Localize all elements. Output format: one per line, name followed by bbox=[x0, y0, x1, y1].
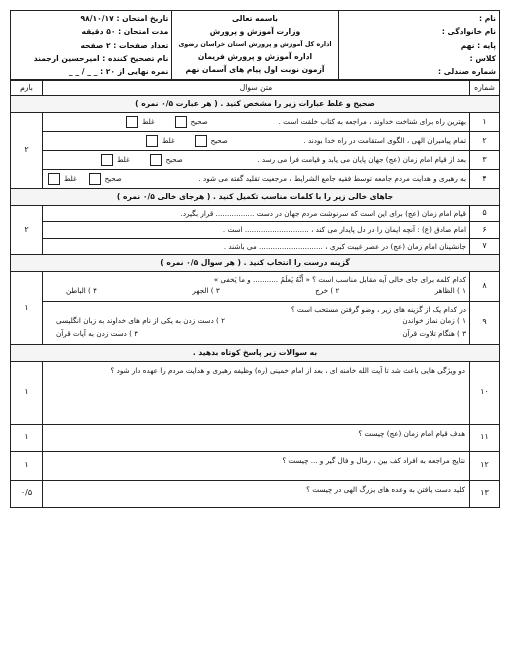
final-score: نمره نهایی از ۲۰ : _ _ / _ _ bbox=[68, 67, 169, 77]
question-row bbox=[11, 151, 500, 170]
bismillah: باسمه تعالی bbox=[231, 14, 279, 23]
section-multiple-choice-header bbox=[11, 255, 500, 272]
question-row bbox=[11, 132, 500, 151]
exam-meta bbox=[11, 11, 172, 80]
column-header-row bbox=[11, 81, 500, 96]
questions-table bbox=[10, 80, 500, 507]
question-text: جانشینان امام زمان (عج) در عصر غیبت کبری ، ............................ می باشند . bbox=[43, 238, 470, 254]
question-text: به رهبری و هدایت مردم جامعه توسط فقیه جامع الشرایط ، مرجعیت تقلید گفته می شود . bbox=[198, 174, 466, 184]
question-row bbox=[11, 480, 500, 507]
question-number: ۶ bbox=[470, 222, 500, 238]
question-row bbox=[11, 361, 500, 424]
question-number: ۱۲ bbox=[470, 451, 500, 480]
exam-header bbox=[10, 10, 500, 80]
true-label: صحیح bbox=[104, 174, 122, 183]
question-text: کلید دست یافتن به وعده های بزرگ الهی در چیست ؟ bbox=[43, 480, 470, 507]
question-number: ۱۱ bbox=[470, 424, 500, 451]
ministry-name: وزارت آموزش و پرورش bbox=[209, 27, 301, 37]
question-text: در کدام یک از گزینه های زیر ، وضو گرفتن مستحب است ؟ bbox=[290, 304, 466, 314]
question-row bbox=[11, 170, 500, 189]
true-checkbox[interactable] bbox=[175, 116, 187, 128]
question-row bbox=[11, 222, 500, 238]
question-number: ۱۳ bbox=[470, 480, 500, 507]
question-number: ۲ bbox=[470, 132, 500, 151]
choice-option[interactable]: ۲ ) خرج bbox=[315, 286, 340, 296]
question-score: ۱ bbox=[11, 424, 43, 451]
question-row bbox=[11, 271, 500, 301]
exam-date: تاریخ امتحان : ۹۸/۱۰/۱۷ bbox=[80, 14, 169, 23]
section-title: گزینه درست را انتخاب کنید . ( هر سوال ۰/۵ نمره ) bbox=[11, 255, 500, 272]
page-count: تعداد صفحات : ۲ صفحه bbox=[80, 40, 169, 50]
section-title: جاهای خالی زیر را با کلمات مناسب تکمیل کنید . ( هرجای خالی ۰/۵ نمره ) bbox=[11, 189, 500, 206]
choice-option[interactable]: ۱ ) الظاهر bbox=[434, 286, 466, 296]
choice-option[interactable]: ۳ ) هنگام تلاوت قرآن bbox=[402, 329, 466, 339]
choices bbox=[46, 314, 466, 327]
family-label: نام خانوادگی : bbox=[441, 27, 496, 37]
choice-option[interactable]: ۳ ) الجهر bbox=[192, 286, 220, 296]
false-label: غلط bbox=[64, 174, 77, 183]
question-text: کدام کلمه برای جای خالی آیه مقابل مناسب است ؟ « أَنَّهُ یَعلَمُ ........... و ما یَخفی » bbox=[213, 274, 466, 284]
exam-title: آزمون نوبت اول پیام های آسمان نهم bbox=[185, 65, 325, 75]
section-score: ۲ bbox=[11, 113, 43, 189]
question-row bbox=[11, 451, 500, 480]
question-number: ۸ bbox=[470, 271, 500, 301]
question-number: ۵ bbox=[470, 205, 500, 221]
exam-sheet bbox=[10, 10, 500, 508]
question-text: نتایج مراجعه به افراد کف بین ، رمال و فال گیر و ... چیست ؟ bbox=[43, 451, 470, 480]
seat-label: شماره صندلی : bbox=[438, 67, 496, 77]
exam-duration: مدت امتحان : ۵۰ دقیقه bbox=[81, 27, 169, 37]
true-checkbox[interactable] bbox=[195, 135, 207, 147]
false-checkbox[interactable] bbox=[101, 154, 113, 166]
question-number: ۷ bbox=[470, 238, 500, 254]
true-label: صحیح bbox=[165, 155, 183, 164]
question-text: هدف قیام امام زمان (عج) چیست ؟ bbox=[43, 424, 470, 451]
question-row bbox=[11, 205, 500, 221]
section-fill-blank-header bbox=[11, 189, 500, 206]
true-label: صحیح bbox=[190, 117, 208, 126]
question-text: قیام امام زمان (عج) برای این است که سرنوشت مردم جهان در دست ................. قرار بگیرد. bbox=[43, 205, 470, 221]
choice-option[interactable]: ۱ ) زمان نماز خواندن bbox=[402, 316, 466, 325]
question-number: ۴ bbox=[470, 170, 500, 189]
corrector-name: نام تصحیح کننده : امیرحسین ارجمند bbox=[33, 53, 169, 63]
false-label: غلط bbox=[162, 136, 175, 145]
question-text: دو ویژگی هایی باعث شد تا آیت الله خامنه ای ، بعد از امام خمینی (ره) وظیفه رهبری و هدایت مردم را عهده دار شود ؟ bbox=[43, 361, 470, 424]
choice-option[interactable]: ۴ ) دست زدن به آیات قرآن bbox=[56, 329, 139, 339]
true-label: صحیح bbox=[210, 136, 228, 145]
choice-option[interactable]: ۲ ) دست زدن به یکی از نام های خداوند به زبان انگلیسی bbox=[56, 316, 226, 325]
question-row bbox=[11, 238, 500, 254]
section-title: به سوالات زیر پاسخ کوتاه بدهید . bbox=[11, 344, 500, 361]
question-number: ۹ bbox=[470, 301, 500, 344]
false-checkbox[interactable] bbox=[48, 173, 60, 185]
question-text: تمام پیامبران الهی ، الگوی استقامت در راه خدا بودند . bbox=[303, 136, 466, 146]
office-name: اداره آموزش و پرورش فریمان bbox=[197, 51, 313, 61]
col-row-number: شماره bbox=[470, 81, 500, 96]
class-label: کلاس : bbox=[469, 53, 496, 63]
true-checkbox[interactable] bbox=[89, 173, 101, 185]
question-number: ۳ bbox=[470, 151, 500, 170]
question-row bbox=[11, 301, 500, 344]
grade-label: پایه : نهم bbox=[460, 40, 496, 50]
false-checkbox[interactable] bbox=[146, 135, 158, 147]
question-text: امام صادق (ع) : آنچه ایمان را در دل پایدار می کند ، ............................ است . bbox=[43, 222, 470, 238]
institution-info bbox=[172, 11, 338, 80]
section-score: ۲ bbox=[11, 205, 43, 254]
question-text: بهترین راه برای شناخت خداوند ، مراجعه به کتاب خلقت است . bbox=[278, 117, 466, 127]
section-short-answer-header bbox=[11, 344, 500, 361]
choices bbox=[46, 284, 466, 297]
question-number: ۱۰ bbox=[470, 361, 500, 424]
choices bbox=[46, 327, 466, 340]
question-score: ۰/۵ bbox=[11, 480, 43, 507]
student-info bbox=[338, 11, 499, 80]
col-score: بارم bbox=[11, 81, 43, 96]
question-score: ۱ bbox=[11, 451, 43, 480]
question-number: ۱ bbox=[470, 113, 500, 132]
false-label: غلط bbox=[117, 155, 130, 164]
section-true-false-header bbox=[11, 96, 500, 113]
question-row bbox=[11, 424, 500, 451]
directorate-name: اداره کل آموزش و پرورش استان خراسان رضوی bbox=[178, 39, 332, 48]
true-checkbox[interactable] bbox=[150, 154, 162, 166]
question-text: بعد از قیام امام زمان (عج) جهان پایان می یابد و قیامت فرا می رسد . bbox=[257, 155, 466, 165]
section-score: ۱ bbox=[11, 271, 43, 344]
question-row bbox=[11, 113, 500, 132]
name-label: نام : bbox=[479, 14, 496, 23]
question-score: ۱ bbox=[11, 361, 43, 424]
false-label: غلط bbox=[142, 117, 155, 126]
false-checkbox[interactable] bbox=[126, 116, 138, 128]
choice-option[interactable]: ۴ ) الباطن bbox=[66, 286, 98, 296]
section-title: صحیح و غلط عبارات زیر را مشخص کنید . ( هر عبارت ۰/۵ نمره ) bbox=[11, 96, 500, 113]
col-question-text: متن سوال bbox=[43, 81, 470, 96]
